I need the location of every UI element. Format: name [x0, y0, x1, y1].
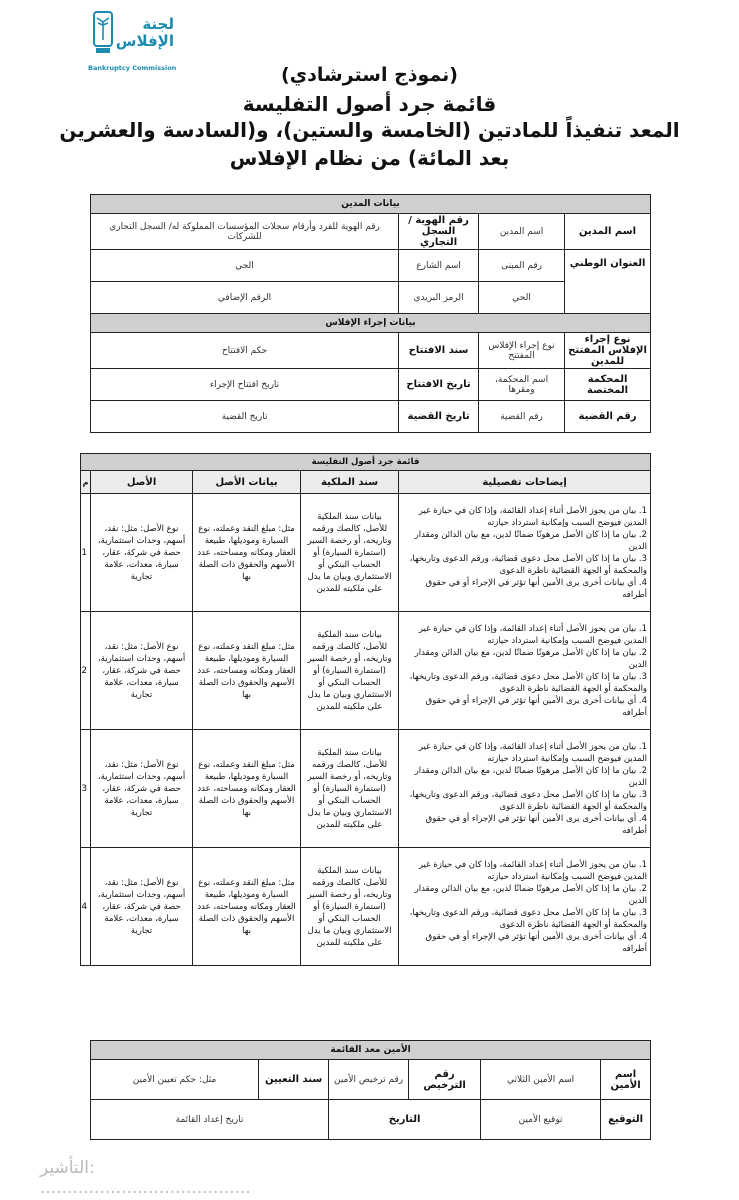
signature-label: التوقيع: [601, 1100, 651, 1140]
details-cell[interactable]: [399, 848, 651, 966]
form-subtitle-line2: بعد المائة) من نظام الإفلاس: [229, 146, 510, 170]
signature-field[interactable]: توقيع الأمين: [481, 1100, 601, 1140]
palm-emblem-icon: [92, 10, 114, 56]
procedure-type-label: نوع إجراء الإفلاس المفتتح للمدين: [565, 333, 651, 369]
details-cell[interactable]: [399, 730, 651, 848]
detail-item: 2. بيان ما إذا كان الأصل مرهونًا ضمانًا لدين، مع بيان الدائن ومقدار الدين: [414, 883, 648, 906]
ownership-cell[interactable]: بيانات سند الملكية للأصل، كالصك ورقمه وتاريخه، أو رخصة السير (استمارة السيارة) أو الحساب البنكي أو الاستثماري وبيان ما يدل على ملكيته للمدين: [301, 848, 399, 966]
table-row: [81, 494, 651, 612]
opening-document-label: سند الافتتاح: [399, 333, 479, 369]
detail-item: 2. بيان ما إذا كان الأصل مرهونًا ضمانًا لدين، مع بيان الدائن ومقدار الدين: [414, 529, 648, 552]
asset-cell[interactable]: نوع الأصل: مثل: نقد، أسهم، وحدات استثمارية، حصة في شركة، عقار، سيارة، معدات، علامة تجارية: [91, 494, 193, 612]
street-name-field[interactable]: اسم الشارع: [399, 250, 479, 282]
row-number: 1: [81, 494, 91, 612]
asset-data-cell[interactable]: مثل: مبلغ النقد وعملته، نوع السيارة وموديلها، طبيعة العقار ومكانه ومساحته، عدد الأسهم والحقوق ذات الصلة بها: [193, 730, 301, 848]
details-cell[interactable]: [399, 494, 651, 612]
debtor-section-header: بيانات المدين: [91, 195, 651, 214]
competent-court-label: المحكمة المختصة: [565, 369, 651, 401]
detail-item: 1. بيان من يحوز الأصل أثناء إعداد القائمة، وإذا كان في حيازة غير المدين فيوضح السبب وإمكانية استرداد حيازته: [418, 623, 648, 646]
detail-item: 1. بيان من يحوز الأصل أثناء إعداد القائمة، وإذا كان في حيازة غير المدين فيوضح السبب وإمكانية استرداد حيازته: [418, 741, 648, 764]
asset-data-cell[interactable]: مثل: مبلغ النقد وعملته، نوع السيارة وموديلها، طبيعة العقار ومكانه ومساحته، عدد الأسهم والحقوق ذات الصلة بها: [193, 494, 301, 612]
district2-field[interactable]: الحي: [479, 282, 565, 314]
ownership-cell[interactable]: بيانات سند الملكية للأصل، كالصك ورقمه وتاريخه، أو رخصة السير (استمارة السيارة) أو الحساب البنكي أو الاستثماري وبيان ما يدل على ملكيته للمدين: [301, 612, 399, 730]
table-row: [81, 848, 651, 966]
ownership-cell[interactable]: بيانات سند الملكية للأصل، كالصك ورقمه وتاريخه، أو رخصة السير (استمارة السيارة) أو الحساب البنكي أو الاستثماري وبيان ما يدل على ملكيته للمدين: [301, 730, 399, 848]
detail-item: 2. بيان ما إذا كان الأصل مرهونًا ضمانًا لدين، مع بيان الدائن ومقدار الدين: [414, 647, 648, 670]
row-number: 3: [81, 730, 91, 848]
detail-item: 3. بيان ما إذا كان الأصل محل دعوى قضائية، ورقم الدعوى وتاريخها، والمحكمة أو الجهة القضائية ناظرة الدعوى: [409, 907, 648, 930]
detail-item: 4. أي بيانات أخرى يرى الأمين أنها تؤثر في الإجراء أو في حقوق أطرافه: [425, 931, 648, 954]
debtor-name-label: اسم المدين: [565, 214, 651, 250]
detail-item: 3. بيان ما إذا كان الأصل محل دعوى قضائية، ورقم الدعوى وتاريخها، والمحكمة أو الجهة القضائية ناظرة الدعوى: [409, 789, 648, 812]
procedure-type-field[interactable]: نوع إجراء الإفلاس المفتتح: [479, 333, 565, 369]
detail-item: 3. بيان ما إذا كان الأصل محل دعوى قضائية، ورقم الدعوى وتاريخها، والمحكمة أو الجهة القضائية ناظرة الدعوى: [409, 553, 648, 576]
opening-date-label: تاريخ الافتتاح: [399, 369, 479, 401]
asset-cell[interactable]: نوع الأصل: مثل: نقد، أسهم، وحدات استثمارية، حصة في شركة، عقار، سيارة، معدات، علامة تجارية: [91, 612, 193, 730]
building-number-field[interactable]: رقم المبنى: [479, 250, 565, 282]
opening-date-field[interactable]: تاريخ افتتاح الإجراء: [91, 369, 399, 401]
asset-column-header: الأصل: [91, 471, 193, 494]
date-label: التاريخ: [329, 1100, 481, 1140]
details-cell[interactable]: [399, 612, 651, 730]
number-column-header: م: [81, 471, 91, 494]
row-number: 4: [81, 848, 91, 966]
asset-inventory-table: [80, 453, 651, 966]
form-type-title: (نموذج استرشادي): [281, 64, 458, 86]
detail-item: 4. أي بيانات أخرى يرى الأمين أنها تؤثر في الإجراء أو في حقوق أطرافه: [425, 577, 648, 600]
trustee-section-header: الأمين معد القائمة: [91, 1041, 651, 1060]
asset-data-cell[interactable]: مثل: مبلغ النقد وعملته، نوع السيارة وموديلها، طبيعة العقار ومكانه ومساحته، عدد الأسهم والحقوق ذات الصلة بها: [193, 612, 301, 730]
postal-code-field[interactable]: الرمز البريدي: [399, 282, 479, 314]
detail-item: 4. أي بيانات أخرى يرى الأمين أنها تؤثر في الإجراء أو في حقوق أطرافه: [425, 813, 648, 836]
procedure-section-header: بيانات إجراء الإفلاس: [91, 314, 651, 333]
additional-number-field[interactable]: الرقم الإضافي: [91, 282, 399, 314]
license-number-label: رقم الترخيص: [409, 1060, 481, 1100]
ownership-cell[interactable]: بيانات سند الملكية للأصل، كالصك ورقمه وتاريخه، أو رخصة السير (استمارة السيارة) أو الحساب البنكي أو الاستثماري وبيان ما يدل على ملكيته للمدين: [301, 494, 399, 612]
date-field[interactable]: تاريخ إعداد القائمة: [91, 1100, 329, 1140]
inventory-section-header: قائمة جرد أصول التفليسة: [81, 454, 651, 471]
case-number-label: رقم القضية: [565, 401, 651, 433]
debtor-name-field[interactable]: اسم المدين: [479, 214, 565, 250]
national-address-label: العنوان الوطني: [565, 250, 651, 314]
detail-item: 1. بيان من يحوز الأصل أثناء إعداد القائمة، وإذا كان في حيازة غير المدين فيوضح السبب وإمكانية استرداد حيازته: [418, 859, 648, 882]
appointment-document-field[interactable]: مثل: حكم تعيين الأمين: [91, 1060, 259, 1100]
form-main-title: قائمة جرد أصول التفليسة: [242, 92, 497, 116]
district-field[interactable]: الحي: [91, 250, 399, 282]
bankruptcy-commission-logo: [88, 8, 178, 72]
details-column-header: إيضاحات تفصيلية: [399, 471, 651, 494]
ownership-column-header: سند الملكية: [301, 471, 399, 494]
license-number-field[interactable]: رقم ترخيص الأمين: [329, 1060, 409, 1100]
case-date-label: تاريخ القضية: [399, 401, 479, 433]
detail-item: 1. بيان من يحوز الأصل أثناء إعداد القائمة، وإذا كان في حيازة غير المدين فيوضح السبب وإمكانية استرداد حيازته: [418, 505, 648, 528]
trustee-table: [90, 1040, 651, 1140]
logo-arabic-name: لجنة الإفلاس: [115, 15, 174, 50]
detail-item: 2. بيان ما إذا كان الأصل مرهونًا ضمانًا لدين، مع بيان الدائن ومقدار الدين: [414, 765, 648, 788]
debtor-info-table: [90, 194, 651, 433]
table-row: [81, 612, 651, 730]
endorsement-line: التأشير: .......................................: [40, 1158, 251, 1198]
id-cr-label: رقم الهوية /السجل التجاري: [399, 214, 479, 250]
trustee-name-field[interactable]: اسم الأمين الثلاثي: [481, 1060, 601, 1100]
appointment-document-label: سند التعيين: [259, 1060, 329, 1100]
asset-data-cell[interactable]: مثل: مبلغ النقد وعملته، نوع السيارة وموديلها، طبيعة العقار ومكانه ومساحته، عدد الأسهم والحقوق ذات الصلة بها: [193, 848, 301, 966]
case-date-field[interactable]: تاريخ القضية: [91, 401, 399, 433]
asset-data-column-header: بيانات الأصل: [193, 471, 301, 494]
table-row: [81, 730, 651, 848]
logo-english-name: Bankruptcy Commission: [88, 64, 177, 72]
opening-document-field[interactable]: حكم الافتتاح: [91, 333, 399, 369]
asset-cell[interactable]: نوع الأصل: مثل: نقد، أسهم، وحدات استثمارية، حصة في شركة، عقار، سيارة، معدات، علامة تجارية: [91, 730, 193, 848]
trustee-name-label: اسم الأمين: [601, 1060, 651, 1100]
form-subtitle-line1: المعد تنفيذاً للمادتين (الخامسة والستين)، و(السادسة والعشرين: [59, 118, 680, 142]
detail-item: 4. أي بيانات أخرى يرى الأمين أنها تؤثر في الإجراء أو في حقوق أطرافه: [425, 695, 648, 718]
id-cr-field[interactable]: رقم الهوية للفرد وأرقام سجلات المؤسسات المملوكة له/ السجل التجاري للشركات: [91, 214, 399, 250]
case-number-field[interactable]: رقم القضية: [479, 401, 565, 433]
asset-cell[interactable]: نوع الأصل: مثل: نقد، أسهم، وحدات استثمارية، حصة في شركة، عقار، سيارة، معدات، علامة تجارية: [91, 848, 193, 966]
detail-item: 3. بيان ما إذا كان الأصل محل دعوى قضائية، ورقم الدعوى وتاريخها، والمحكمة أو الجهة القضائية ناظرة الدعوى: [409, 671, 648, 694]
row-number: 2: [81, 612, 91, 730]
competent-court-field[interactable]: اسم المحكمة، ومقرها: [479, 369, 565, 401]
